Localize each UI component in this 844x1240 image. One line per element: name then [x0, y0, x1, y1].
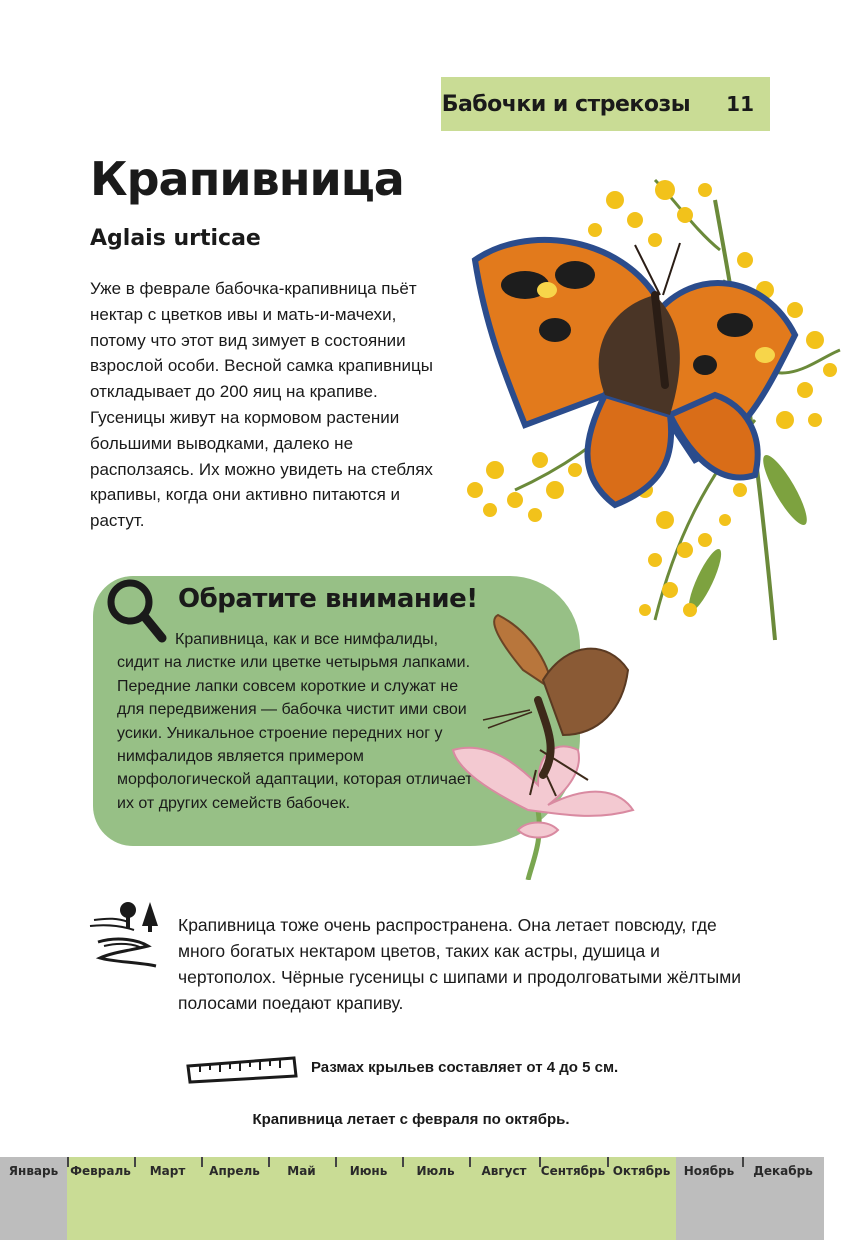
latin-name: Aglais urticae [90, 226, 261, 251]
habitat-text: Крапивница тоже очень распространена. Она летает повсюду, где много богатых нектаром цветов, таких как астры, душица и чертополох. Чёрные гусеницы с шипами и продолговатыми жёлтыми полосами поедают крапиву. [178, 915, 742, 1013]
month-august: Август [469, 1157, 539, 1240]
butterfly-on-flower-illustration [448, 600, 648, 880]
month-september: Сентябрь [539, 1157, 607, 1240]
note-text: Крапивница, как и все нимфалиды, сидит на листке или цветке четырьмя лапками. Передние лапки совсем короткие и служат не для передвижения — бабочка чистит ими свои усики. Уникальное строение передних ног у нимфалидов является примером морфологической адаптации, которая отличает их от других семейств бабочек. [117, 631, 473, 812]
month-january: Январь [0, 1157, 67, 1240]
month-calendar-bar [0, 1157, 844, 1240]
month-april: Апрель [201, 1157, 268, 1240]
chapter-header [441, 77, 770, 131]
month-march: Март [134, 1157, 201, 1240]
month-july: Июль [402, 1157, 469, 1240]
tortoiseshell-butterfly [475, 240, 795, 505]
wingspan-text: Размах крыльев составляет от 4 до 5 см. [311, 1059, 619, 1076]
month-november: Ноябрь [676, 1157, 742, 1240]
month-june: Июнь [335, 1157, 402, 1240]
flight-period-text: Крапивница летает с февраля по октябрь. [252, 1111, 570, 1128]
month-february: Февраль [67, 1157, 134, 1240]
month-october: Октябрь [607, 1157, 676, 1240]
intro-paragraph: Уже в феврале бабочка-крапивница пьёт нектар с цветков ивы и мать-и-мачехи, потому что этот вид зимует в состоянии взрослой особи. Весной самка крапивницы откладывает до 200 яиц на крапиве. Гусеницы живут на кормовом растении большими выводками, далеко не расползаясь. Их можно увидеть на стеблях крапивы, когда они активно питаются и растут. [90, 279, 434, 531]
species-title: Крапивница [90, 152, 404, 206]
ruler-icon [186, 1054, 298, 1084]
month-december: Декабрь [742, 1157, 824, 1240]
page-number: 11 [726, 92, 754, 116]
note-title: Обратите внимание! [178, 584, 478, 614]
landscape-icon [88, 896, 164, 972]
month-may: Май [268, 1157, 335, 1240]
chapter-title: Бабочки и стрекозы [441, 91, 691, 117]
